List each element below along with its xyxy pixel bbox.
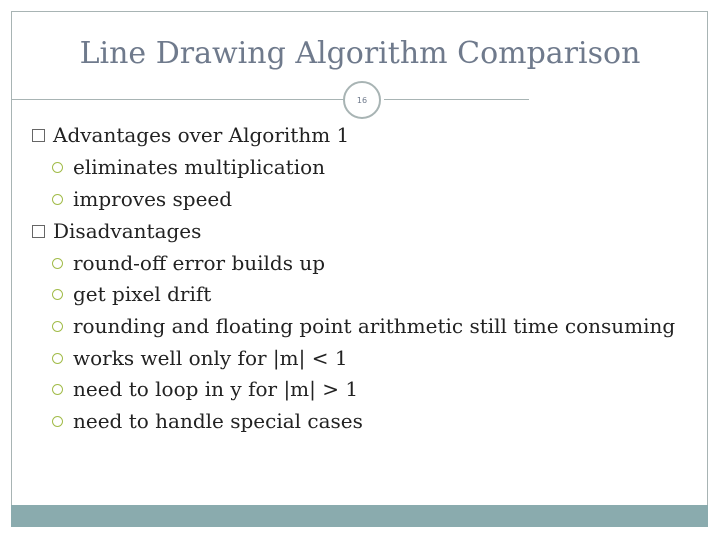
circle-bullet-icon xyxy=(52,258,63,269)
bullet-text: Disadvantages xyxy=(53,219,202,243)
bullet-text: works well only for |m| < 1 xyxy=(73,346,348,370)
sub-bullet xyxy=(52,282,211,306)
sub-bullet xyxy=(52,377,358,401)
square-bullet-icon xyxy=(32,129,45,142)
bullet-text: eliminates multiplication xyxy=(73,155,326,179)
bullet-text: need to handle special cases xyxy=(73,409,363,433)
circle-bullet-icon xyxy=(52,416,63,427)
footer-bar xyxy=(11,505,708,527)
sub-bullet xyxy=(52,346,348,370)
sub-bullet xyxy=(52,409,363,433)
circle-bullet-icon xyxy=(52,321,63,332)
bullet-text: Advantages over Algorithm 1 xyxy=(53,123,350,147)
circle-bullet-icon xyxy=(52,353,63,364)
bullet-text: improves speed xyxy=(73,187,233,211)
bullet-text: round-off error builds up xyxy=(73,251,326,275)
bullet-text: need to loop in y for |m| > 1 xyxy=(73,377,359,401)
slide-title: Line Drawing Algorithm Comparison xyxy=(79,36,641,71)
sub-bullet xyxy=(52,251,325,275)
bullet-advantages xyxy=(32,123,349,147)
bullet-text: rounding and floating point arithmetic still time consuming xyxy=(73,314,676,338)
circle-bullet-icon xyxy=(52,384,63,395)
circle-bullet-icon xyxy=(52,162,63,173)
circle-bullet-icon xyxy=(52,194,63,205)
bullet-disadvantages xyxy=(32,219,201,243)
square-bullet-icon xyxy=(32,225,45,238)
circle-bullet-icon xyxy=(52,289,63,300)
bullet-text: get pixel drift xyxy=(73,282,212,306)
slide-number: 16 xyxy=(343,81,381,119)
sub-bullet xyxy=(52,187,232,211)
sub-bullet xyxy=(52,155,325,179)
sub-bullet xyxy=(52,314,675,338)
